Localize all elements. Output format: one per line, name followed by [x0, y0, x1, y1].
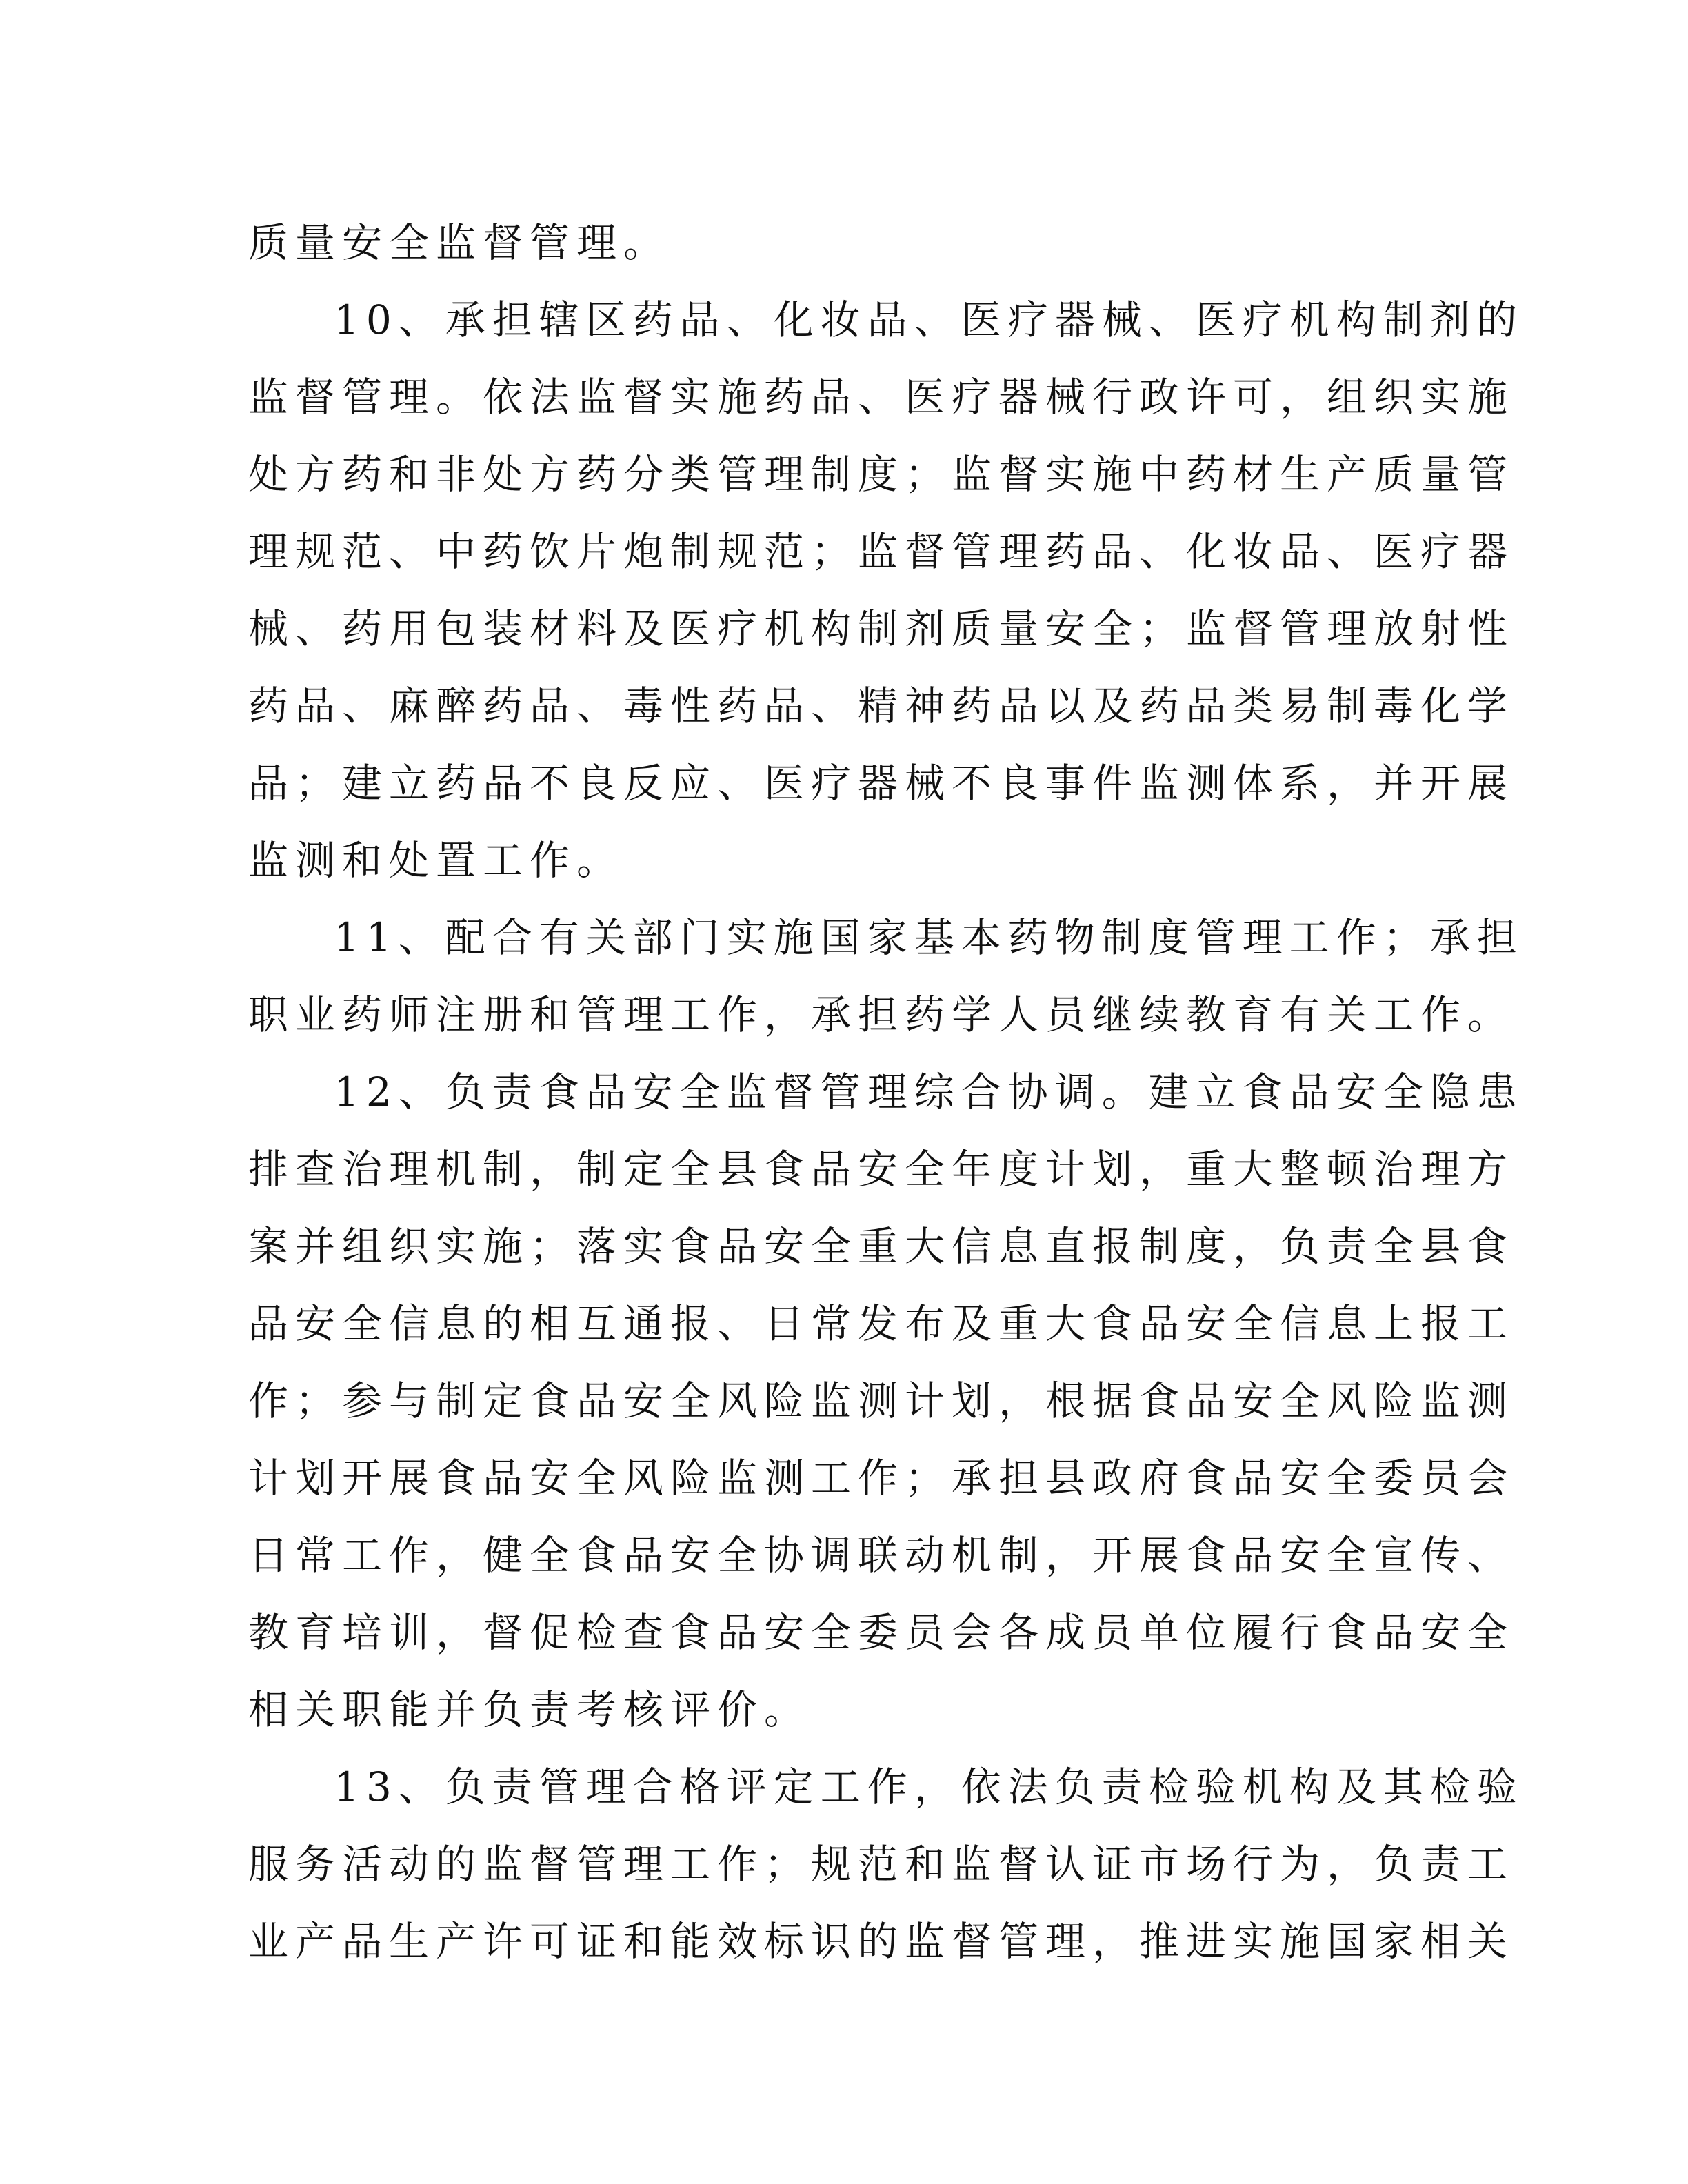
text-line: 监督管理。依法监督实施药品、医疗器械行政许可，组织实施	[248, 374, 1515, 421]
paragraph-start-10: 10、承担辖区药品、化妆品、医疗器械、医疗机构制剂的	[334, 296, 1524, 343]
text-line: 职业药师注册和管理工作，承担药学人员继续教育有关工作。	[248, 991, 1515, 1038]
text-line: 监测和处置工作。	[248, 837, 624, 884]
paragraph-start-12: 12、负责食品安全监督管理综合协调。建立食品安全隐患	[334, 1069, 1524, 1115]
text-line: 案并组织实施；落实食品安全重大信息直报制度，负责全县食	[248, 1223, 1515, 1270]
text-line: 排查治理机制，制定全县食品安全年度计划，重大整顿治理方	[248, 1146, 1515, 1193]
paragraph-start-11: 11、配合有关部门实施国家基本药物制度管理工作；承担	[334, 914, 1524, 961]
text-line: 教育培训，督促检查食品安全委员会各成员单位履行食品安全	[248, 1609, 1515, 1656]
text-line: 服务活动的监督管理工作；规范和监督认证市场行为，负责工	[248, 1841, 1515, 1888]
text-line: 理规范、中药饮片炮制规范；监督管理药品、化妆品、医疗器	[248, 528, 1515, 575]
text-line: 品；建立药品不良反应、医疗器械不良事件监测体系，并开展	[248, 760, 1515, 807]
text-line: 相关职能并负责考核评价。	[248, 1686, 812, 1733]
text-line: 日常工作，健全食品安全协调联动机制，开展食品安全宣传、	[248, 1532, 1515, 1579]
text-line: 业产品生产许可证和能效标识的监督管理，推进实施国家相关	[248, 1918, 1515, 1965]
text-line: 处方药和非处方药分类管理制度；监督实施中药材生产质量管	[248, 451, 1515, 498]
paragraph-start-13: 13、负责管理合格评定工作，依法负责检验机构及其检验	[334, 1763, 1524, 1810]
text-line: 计划开展食品安全风险监测工作；承担县政府食品安全委员会	[248, 1455, 1515, 1502]
text-line: 药品、麻醉药品、毒性药品、精神药品以及药品类易制毒化学	[248, 682, 1515, 729]
text-line: 品安全信息的相互通报、日常发布及重大食品安全信息上报工	[248, 1300, 1515, 1347]
text-line: 质量安全监督管理。	[248, 219, 671, 266]
text-line: 械、药用包装材料及医疗机构制剂质量安全；监督管理放射性	[248, 605, 1515, 652]
text-line: 作；参与制定食品安全风险监测计划，根据食品安全风险监测	[248, 1377, 1515, 1424]
